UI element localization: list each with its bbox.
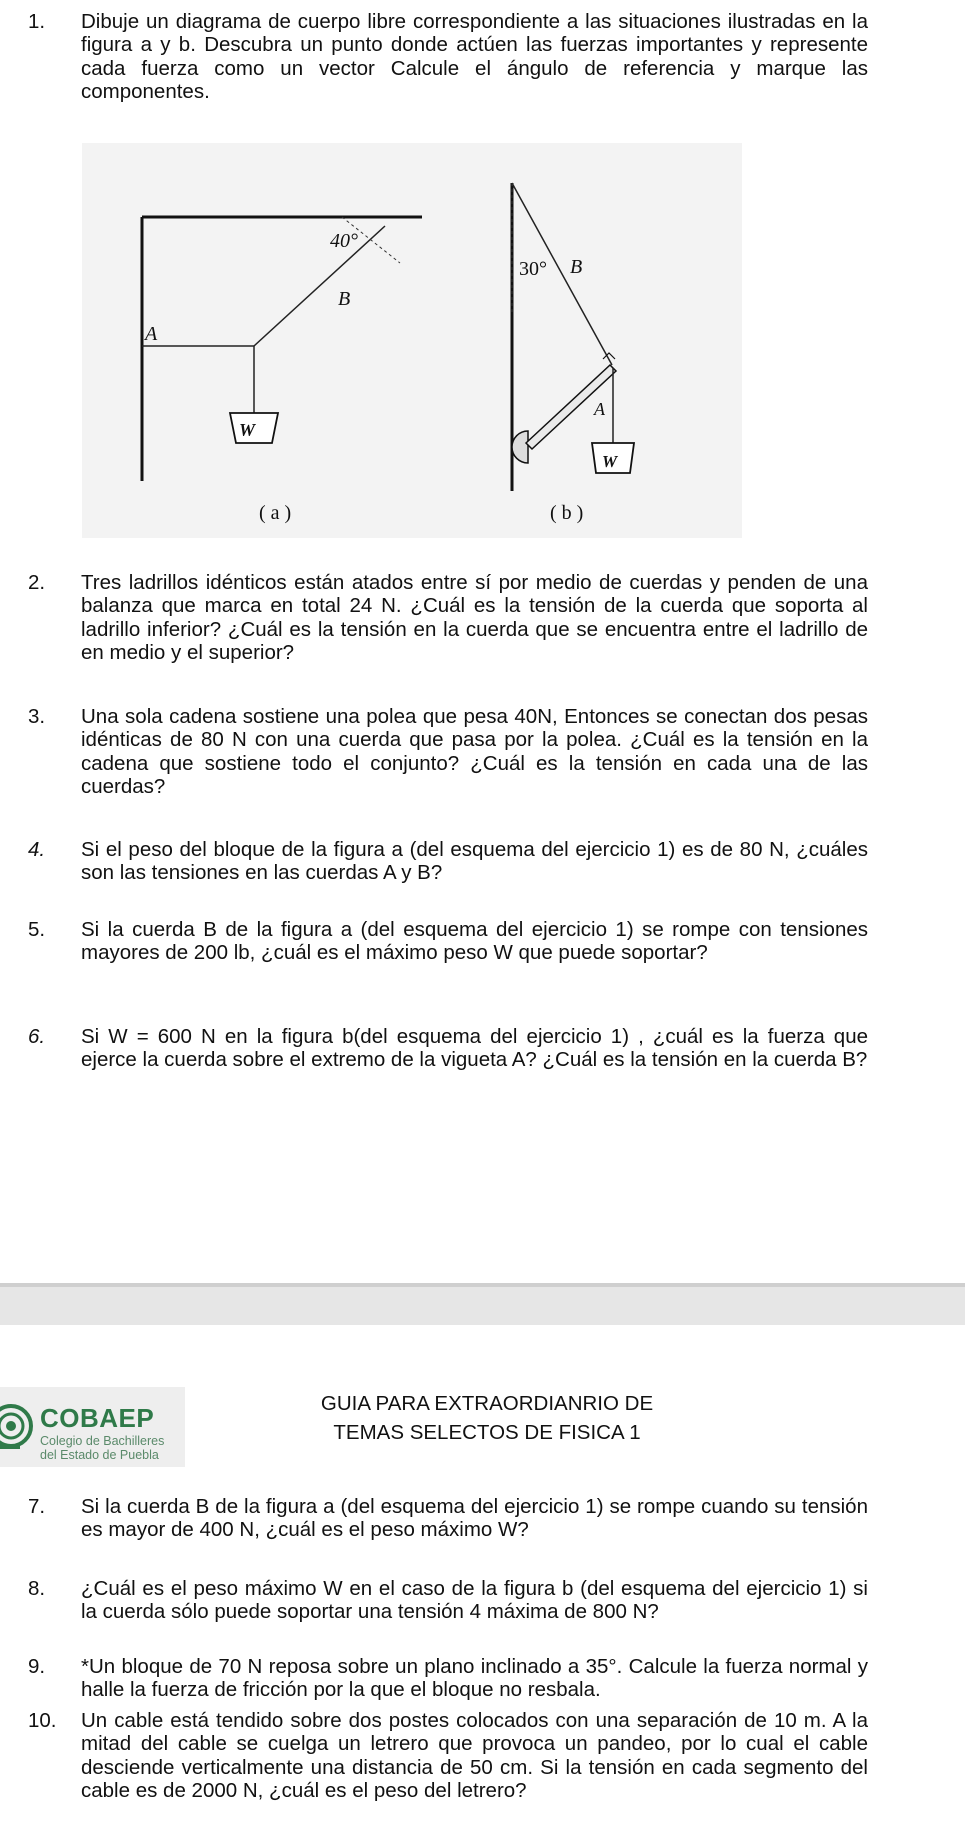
weight-label-b: W <box>602 452 618 471</box>
rope-b-label-b: B <box>570 256 583 278</box>
question-text: Si el peso del bloque de la figura a (del esquema del ejercicio 1) es de 80 N, ¿cuáles son las tensiones en las cuerdas A y B? <box>81 838 868 885</box>
page-header <box>262 1389 712 1447</box>
caption-a: ( a ) <box>259 502 292 524</box>
logo-emblem-icon <box>0 1401 36 1451</box>
question-text: Una sola cadena sostiene una polea que pesa 40N, Entonces se conectan dos pesas idénticas de 80 N con una cuerda que pasa por la polea. ¿Cuál es la tensión en la cadena que sostiene todo el conjunto? ¿Cuál es la tensión en cada una de las cuerdas? <box>81 705 868 799</box>
question-text: Dibuje un diagrama de cuerpo libre correspondiente a las situaciones ilustradas en la figura a y b. Descubra un punto donde actúen las fuerzas importantes y represente cada fuerza como un vector Calcule el ángulo de referencia y marque las componentes. <box>81 10 868 104</box>
question-text: Si W = 600 N en la figura b(del esquema del ejercicio 1) , ¿cuál es la fuerza que ejerce la cuerda sobre el extremo de la vigueta A? ¿Cuál es la tensión en la cuerda B? <box>81 1025 868 1072</box>
question-text: *Un bloque de 70 N reposa sobre un plano inclinado a 35°. Calcule la fuerza normal y halle la fuerza de fricción por la que el bloque no resbala. <box>81 1655 868 1702</box>
question-6 <box>28 1025 868 1072</box>
question-text: Si la cuerda B de la figura a (del esquema del ejercicio 1) se rompe cuando su tensión es mayor de 400 N, ¿cuál es el peso máximo W? <box>81 1495 868 1542</box>
figure-a <box>142 217 422 524</box>
question-text: ¿Cuál es el peso máximo W en el caso de la figura b (del esquema del ejercicio 1) si la cuerda sólo puede soportar una tensión 4 máxima de 800 N? <box>81 1577 868 1624</box>
question-number: 2. <box>28 571 46 594</box>
rope-b-label-a: B <box>338 288 351 310</box>
question-10 <box>28 1709 868 1803</box>
angle-label-b: 30° <box>519 258 547 280</box>
question-text: Un cable está tendido sobre dos postes colocados con una separación de 10 m. A la mitad del cable se cuelga un letrero que provoca un pandeo, por lo cual el cable desciende verticalmente una distancia de 50 cm. Si la tensión en cada segmento del cable es de 2000 N, ¿cuál es el peso del letrero? <box>81 1709 868 1803</box>
beam-a-label: A <box>594 399 605 419</box>
logo-line-2: del Estado de Puebla <box>40 1448 159 1462</box>
page-divider <box>0 1283 965 1325</box>
logo-brand: COBAEP <box>40 1403 155 1433</box>
angle-label-a: 40° <box>330 230 358 252</box>
question-number: 10. <box>28 1709 57 1732</box>
question-number: 4. <box>28 838 46 861</box>
question-number: 3. <box>28 705 46 728</box>
question-4 <box>28 838 868 885</box>
question-5 <box>28 918 868 965</box>
rope-b <box>254 226 385 346</box>
question-number: 6. <box>28 1025 46 1048</box>
physics-figure <box>82 143 742 538</box>
rope-a-label: A <box>145 323 158 345</box>
question-number: 1. <box>28 10 46 33</box>
question-text: Si la cuerda B de la figura a (del esquema del ejercicio 1) se rompe con tensiones mayores de 200 lb, ¿cuál es el máximo peso W que puede soportar? <box>81 918 868 965</box>
weight-label-a: W <box>239 420 256 440</box>
question-9 <box>28 1655 868 1702</box>
question-2 <box>28 571 868 665</box>
question-number: 8. <box>28 1577 46 1600</box>
header-line-2: TEMAS SELECTOS DE FISICA 1 <box>333 1421 641 1444</box>
question-3 <box>28 705 868 799</box>
question-number: 7. <box>28 1495 46 1518</box>
logo-line-1: Colegio de Bachilleres <box>40 1434 165 1448</box>
hinge-b <box>512 431 528 463</box>
question-1 <box>28 10 868 104</box>
question-number: 5. <box>28 918 46 941</box>
question-text: Tres ladrillos idénticos están atados entre sí por medio de cuerdas y penden de una balanza que marca en total 24 N. ¿Cuál es la tensión de la cuerda que soporta al ladrillo inferior? ¿Cuál es la tensión en la cuerda que se encuentra entre el ladrillo de en medio y el superior? <box>81 571 868 665</box>
caption-b: ( b ) <box>550 502 584 524</box>
cobaep-logo <box>0 1387 185 1467</box>
figure-b <box>512 183 634 524</box>
question-8 <box>28 1577 868 1624</box>
header-line-1: GUIA PARA EXTRAORDIANRIO DE <box>320 1392 654 1415</box>
question-7 <box>28 1495 868 1542</box>
question-number: 9. <box>28 1655 46 1678</box>
